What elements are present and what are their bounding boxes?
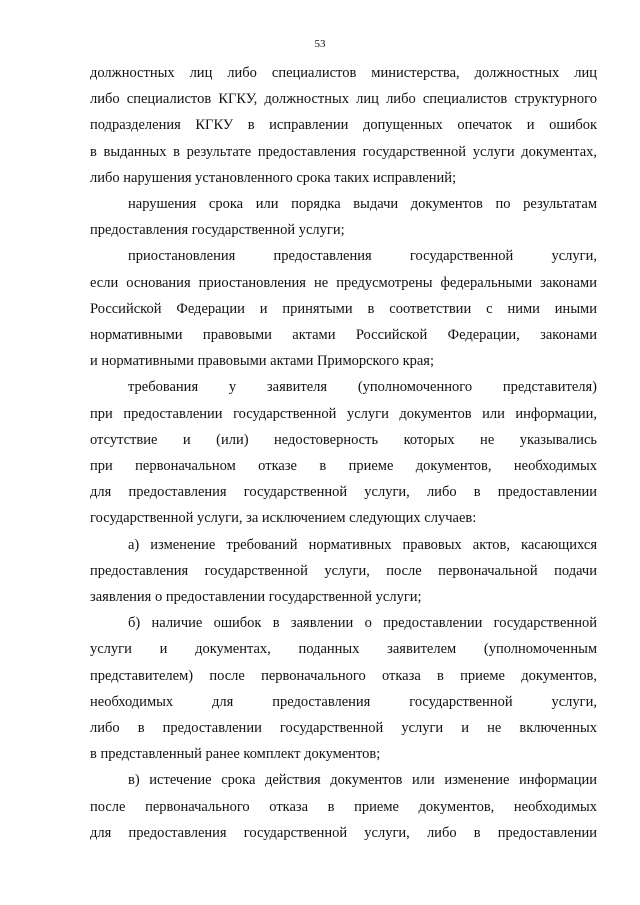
text-line: при первоначальном отказе в приеме документов, необходимых (90, 458, 597, 475)
text-line: отсутствие и (или) недостоверность которых не указывались (90, 431, 597, 448)
text-line: и нормативными правовыми актами Приморского края; (90, 353, 434, 370)
text-line: представителем) после первоначального отказа в приеме документов, (90, 667, 597, 684)
text-line: для предоставления государственной услуги, либо в предоставлении (90, 824, 597, 841)
text-line: если основания приостановления не предусмотрены федеральными законами (90, 274, 597, 291)
text-line: для предоставления государственной услуги, либо в предоставлении (90, 484, 597, 501)
document-body (90, 60, 597, 846)
text-line: а) изменение требований нормативных правовых актов, касающихся (128, 536, 597, 553)
text-line: необходимых для предоставления государственной услуги, (90, 693, 597, 710)
text-line: требования у заявителя (уполномоченного представителя) (128, 379, 597, 396)
text-line: предоставления государственной услуги, после первоначальной подачи (90, 562, 597, 579)
text-line: услуги и документах, поданных заявителем (уполномоченным (90, 641, 597, 658)
text-line: б) наличие ошибок в заявлении о предоставлении государственной (128, 615, 597, 632)
text-line: заявления о предоставлении государственной услуги; (90, 589, 422, 606)
text-line: предоставления государственной услуги; (90, 222, 345, 239)
text-line: либо специалистов КГКУ, должностных лиц либо специалистов структурного (90, 91, 597, 108)
text-line: в представленный ранее комплект документов; (90, 746, 381, 763)
page-number: 53 (314, 38, 326, 50)
text-line: после первоначального отказа в приеме документов, необходимых (90, 798, 597, 815)
text-line: Российской Федерации и принятыми в соответствии с ними иными (90, 300, 597, 317)
text-line: в выданных в результате предоставления государственной услуги документах, (90, 143, 597, 160)
text-line: нарушения срока или порядка выдачи документов по результатам (128, 196, 597, 213)
text-line: либо в предоставлении государственной услуги и не включенных (90, 720, 597, 737)
text-line: нормативными правовыми актами Российской Федерации, законами (90, 327, 597, 344)
text-line: либо нарушения установленного срока таких исправлений; (90, 169, 457, 186)
text-line: при предоставлении государственной услуги документов или информации, (90, 405, 597, 422)
text-line: подразделения КГКУ в исправлении допущенных опечаток и ошибок (90, 117, 597, 134)
text-line: приостановления предоставления государственной услуги, (128, 248, 597, 265)
text-line: должностных лиц либо специалистов министерства, должностных лиц (90, 65, 597, 81)
text-line: государственной услуги, за исключением следующих случаев: (90, 510, 477, 527)
text-line: в) истечение срока действия документов или изменение информации (128, 772, 597, 789)
